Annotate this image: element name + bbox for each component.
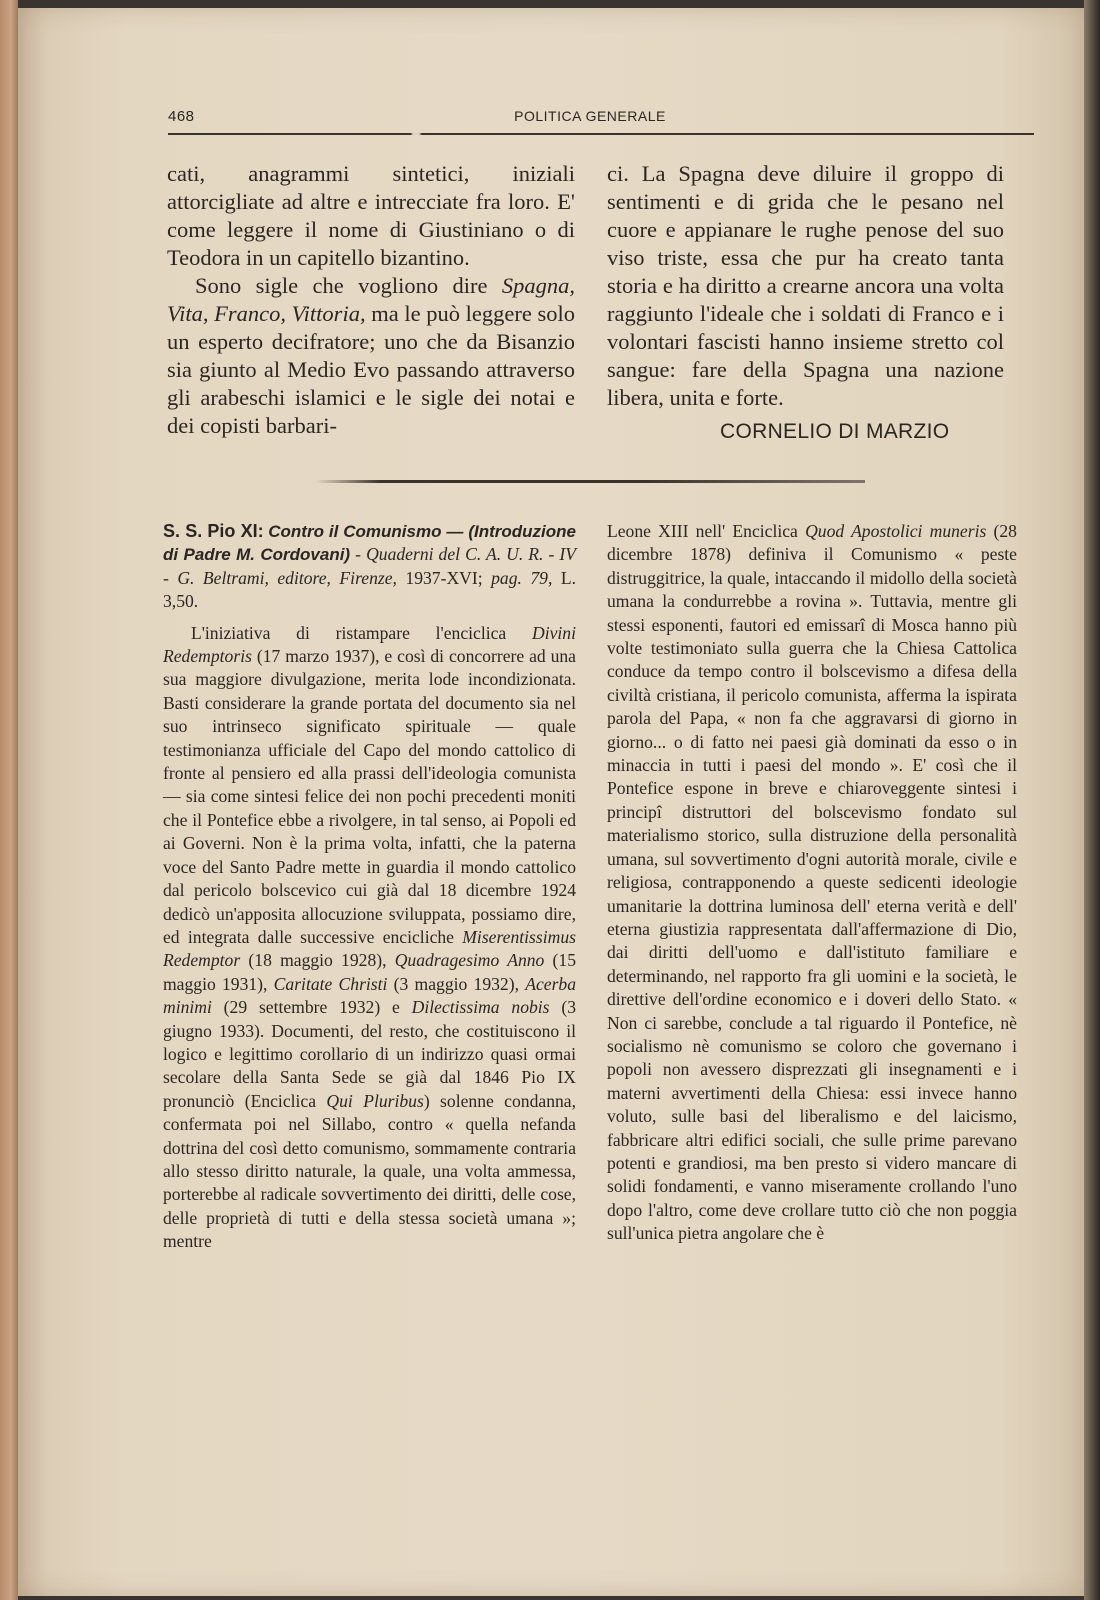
review-column-left	[163, 520, 576, 1254]
section-title: POLITICA GENERALE	[514, 108, 666, 124]
text-run: ) solenne condanna, confermata poi nel Sillabo, contro « quella nefanda dottrina del così detto comunismo, sommamente contraria allo stesso diritto naturale, la quale, una volta ammessa, porterebbe al radicale sovvertimento dei diritti, delle cose, delle proprietà di tutti e della stessa società umana »; mentre	[163, 1090, 576, 1252]
review-publisher: Quaderni del C. A. U. R. - IV - G. Beltrami, editore, Firenze,	[163, 544, 577, 588]
article-column-right	[607, 160, 1004, 412]
italic-text-run: Dilectissima nobis	[411, 997, 550, 1018]
text-run: (15 maggio 1931),	[163, 950, 577, 994]
text-run: (17 marzo 1937), e così di concorrere ad una sua maggiore divulgazione, merita lode incondizionata. Basti considerare la grande portata del documento sia nel suo intrinseco significato spirituale — quale testimonianza ufficiale del Capo del mondo cattolico di fronte al pensiero ed alla prassi dell'ideologia comunista — sia come sintesi felice dei non pochi precedenti moniti che il Pontefice ebbe a rivolgere, in tal senso, ai Popoli ed ai Governi. Non è la prima volta, infatti, che la paterna voce del Santo Padre mette in guardia il mondo cattolico dal pericolo bolscevico cui già dal 18 dicembre 1924 dedicò un'apposita allocuzione sviluppata, possiamo dire, ed integrata dalle successive encicliche	[163, 646, 576, 947]
italic-text-run: Quod Apostolici muneris	[805, 521, 987, 541]
italic-text-run: Miserentissimus Redemptor	[163, 926, 576, 971]
review-pages: pag. 79,	[491, 567, 553, 588]
text-run: L'iniziativa di ristampare l'enciclica	[191, 622, 533, 643]
text-run: (3 maggio 1932),	[387, 973, 526, 994]
author-signature: CORNELIO DI MARZIO	[720, 420, 950, 443]
article-column-left	[167, 160, 575, 440]
text-run: Leone XIII nell' Enciclica	[607, 521, 806, 541]
text-run: Sono sigle che vogliono dire	[195, 273, 502, 298]
section-divider	[315, 480, 865, 483]
text-run: (29 settembre 1932) e	[211, 997, 412, 1018]
review-author: S. S. Pio XI:	[163, 521, 264, 541]
book-spine	[0, 0, 18, 1600]
italic-text-run: Qui Pluribus	[326, 1090, 424, 1111]
text-run: 1937-XVI;	[396, 567, 492, 588]
text-run: ma le può leggere solo un esperto decifratore; uno che da Bisanzio sia giunto al Medio Evo passando attraverso gli arabeschi islamici e le sigle dei notai e dei copisti barbari-	[167, 301, 576, 438]
text-run: (28 dicembre 1878) definiva il Comunismo « peste distruggitrice, la quale, intaccando il midollo della società umana la condurrebbe a rovina ». Tuttavia, mentre gli stessi esponenti, fautori ed emissarî di Mosca hanno più volte testimoniato sulla guerra che la Chiesa Cattolica conduce da tempo contro il bolscevismo a difesa della civiltà cristiana, il pericolo comunista, afferma la ispirata parola del Papa, « non fa che aggravarsi di giorno in giorno... o di fatto nei paesi già dominati da esso o in minaccia in tutti i paesi del mondo ». E' così che il Pontefice espone in breve e chiaroveggente sintesi i principî distruttori del bolscevismo fondato sul materialismo storico, sulla distruzione della personalità umana, sul sovvertimento d'ogni autorità morale, civile e religiosa, contrapponendo a queste sedicenti ideologie umanitarie la dottrina luminosa dell' eterna verità e dell' eterna giustizia rappresentata dall'affermazione di Dio, dai diritti dell'uomo e dall'istituto familiare e determinando, nel rapporto fra gli uomini e la società, le direttive dell'ordine economico e i doveri dello Stato. « Non ci sarebbe, conclude a tal riguardo il Pontefice, nè socialismo nè comunismo se coloro che governano i popoli non avessero disprezzati gli insegnamenti e i materni avvertimenti della Chiesa: essi invece hanno voluto, sulle basi del liberalismo e del laicismo, fabbricare altri edifici sociali, che sulle prime parevano potenti e grandiosi, ma ben presto si videro mancare di solidi fondamenti, e vanno miseramente crollando l'uno dopo l'altro, come deve crollare tutto ciò che non poggia sull'unica pietra angolare che è	[607, 521, 1017, 1244]
review-price: L. 3,50.	[163, 567, 576, 612]
page-number: 468	[168, 108, 195, 125]
italic-text-run: Divini Redemptoris	[163, 622, 576, 667]
text-run: -	[350, 544, 367, 565]
text-run: (3 giugno 1933). Documenti, del resto, che costituiscono il logico e legittimo corollario di un indirizzo quasi ormai secolare della Santa Sede se già dal 1846 Pio IX pronunciò (Enciclica	[163, 997, 576, 1111]
italic-text-run: Acerba minimi	[163, 973, 577, 1018]
article-paragraph: ci. La Spagna deve diluire il groppo di sentimenti e di grida che le pesano nel cuore e appianare le rughe penose del suo viso triste, essa che pur ha creato tanta storia e ha diritto a crearne ancora una volta raggiunto l'ideale che i soldati di Franco e i volontari fascisti hanno insieme stretto col sangue: fare della Spagna una nazione libera, unita e forte.	[607, 161, 1004, 410]
header-rule	[168, 133, 1034, 135]
review-column-right	[607, 520, 1017, 1246]
page-edge-shadow	[1084, 0, 1100, 1600]
italic-text-run: Caritate Christi	[273, 973, 388, 994]
review-paragraph	[163, 622, 576, 1254]
running-header	[150, 108, 1030, 132]
italic-text-run: Quadragesimo Anno	[394, 950, 545, 971]
text-run: (18 maggio 1928),	[240, 950, 395, 971]
bibliographic-entry	[163, 520, 576, 614]
article-paragraph	[167, 272, 575, 440]
article-paragraph: cati, anagrammi sintetici, iniziali attorcigliate ad altre e intrecciate fra loro. E' come leggere il nome di Giustiniano o di Teodora in un capitello bizantino.	[167, 161, 575, 270]
italic-text-run: Spagna, Vita, Franco, Vittoria,	[167, 273, 575, 326]
review-title: Contro il Comunismo — (Introduzione di Padre M. Cordovani)	[163, 522, 576, 565]
review-paragraph	[607, 520, 1017, 1246]
